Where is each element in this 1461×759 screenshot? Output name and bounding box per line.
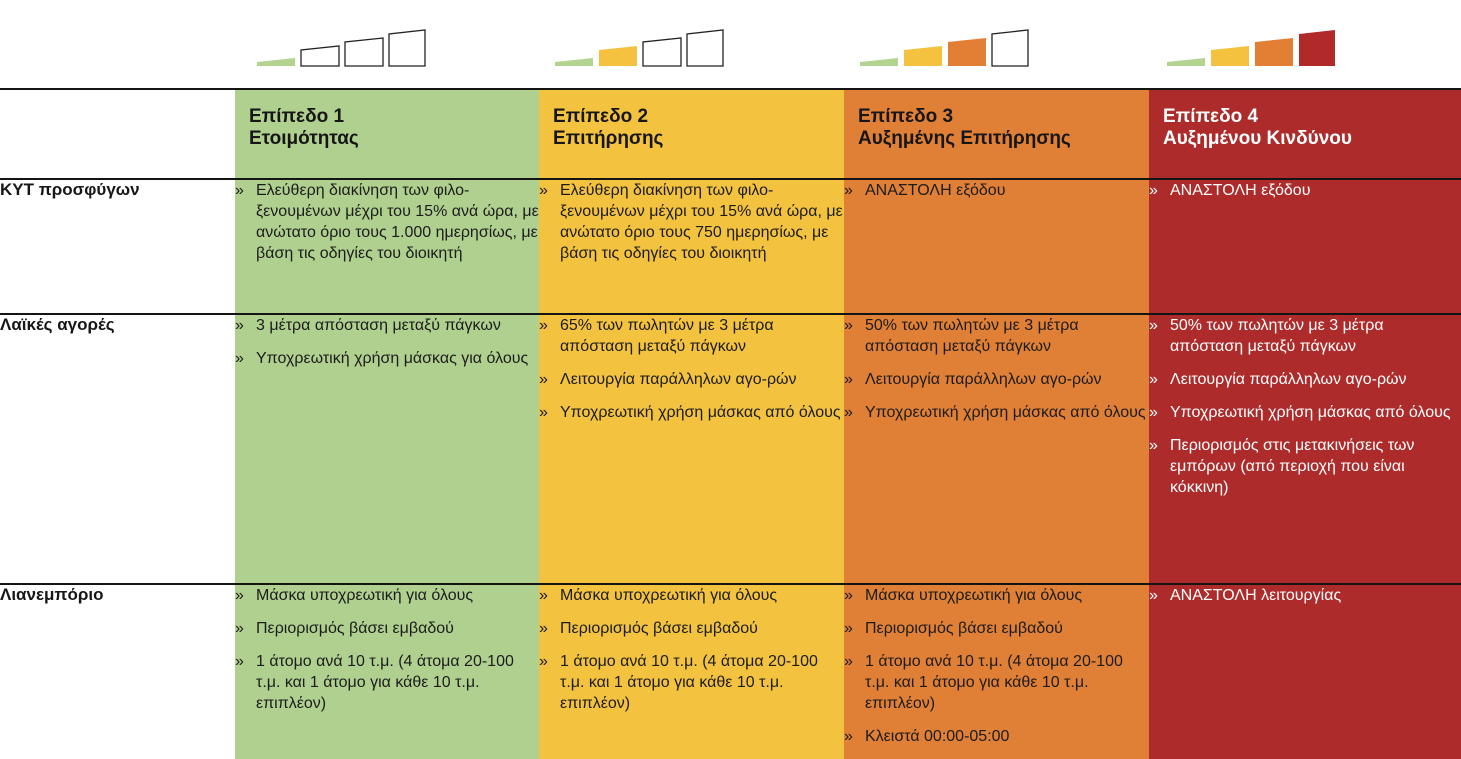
- measure-cell: [844, 314, 1149, 584]
- level-4-title-line2: Αυξημένου Κινδύνου: [1163, 128, 1352, 149]
- measure-text: Μάσκα υποχρεωτική για όλους: [560, 587, 778, 604]
- level-1-title-line1: Επίπεδο 1: [249, 106, 345, 127]
- bullet-icon: »: [235, 350, 244, 367]
- bullet-icon: »: [1149, 437, 1158, 454]
- measure-item: [539, 180, 844, 264]
- measure-item: [844, 726, 1149, 747]
- meter-bar-1: [257, 58, 295, 66]
- level-3-title: [858, 106, 1139, 150]
- bullet-icon: »: [844, 317, 853, 334]
- measure-item: [539, 651, 844, 714]
- bullet-icon: »: [235, 182, 244, 199]
- bullet-icon: »: [539, 653, 548, 670]
- level-3-title-line1: Επίπεδο 3: [858, 106, 954, 127]
- measure-text: 1 άτομο ανά 10 τ.μ. (4 άτομα 20-100 τ.μ. και 1 άτομο για κάθε 10 τ.μ. επιπλέον): [256, 653, 514, 712]
- bullet-icon: »: [1149, 404, 1158, 421]
- measure-item: [539, 369, 844, 390]
- measure-item: [1149, 402, 1461, 423]
- bullet-icon: »: [539, 587, 548, 604]
- bullet-icon: »: [844, 620, 853, 637]
- measure-text: Περιορισμός βάσει εμβαδού: [256, 620, 454, 637]
- level-meter-3-icon: [858, 28, 1048, 68]
- measure-cell: [1149, 584, 1461, 759]
- measure-item: [539, 618, 844, 639]
- measure-item: [539, 402, 844, 423]
- measure-cell: [844, 179, 1149, 314]
- level-3-title-line2: Αυξημένης Επιτήρησης: [858, 128, 1071, 149]
- bullet-icon: »: [844, 371, 853, 388]
- measure-item: [844, 651, 1149, 714]
- measure-item: [844, 618, 1149, 639]
- table-row-refugee-centers: [0, 179, 1461, 314]
- bullet-icon: »: [844, 653, 853, 670]
- measure-item: [844, 180, 1149, 201]
- measure-item: [844, 402, 1149, 423]
- meter-bar-2: [1211, 46, 1249, 66]
- measure-text: Περιορισμός βάσει εμβαδού: [865, 620, 1063, 637]
- measure-text: Υποχρεωτική χρήση μάσκας για όλους: [256, 350, 529, 367]
- bullet-icon: »: [844, 182, 853, 199]
- meter-bar-2: [904, 46, 942, 66]
- measure-item: [235, 180, 539, 264]
- measure-text: Περιορισμός βάσει εμβαδού: [560, 620, 758, 637]
- measure-text: Λειτουργία παράλληλων αγο-ρών: [1170, 371, 1407, 388]
- measure-text: ΑΝΑΣΤΟΛΗ εξόδου: [865, 182, 1006, 199]
- measure-text: Ελεύθερη διακίνηση των φιλο-ξενουμένων μέχρι του 15% ανά ώρα, με ανώτατο όριο τους 1.000 ημερησίως, με βάση τις οδηγίες του διοικητή: [256, 182, 539, 262]
- measure-text: 1 άτομο ανά 10 τ.μ. (4 άτομα 20-100 τ.μ. και 1 άτομο για κάθε 10 τ.μ. επιπλέον): [560, 653, 818, 712]
- measure-item: [235, 348, 539, 369]
- bullet-icon: »: [844, 728, 853, 745]
- measure-text: Περιορισμός στις μετακινήσεις των εμπόρων (από περιοχή που είναι κόκκινη): [1170, 437, 1415, 496]
- measure-text: 50% των πωλητών με 3 μέτρα απόσταση μεταξύ πάγκων: [1170, 317, 1384, 355]
- measure-cell: [1149, 314, 1461, 584]
- measure-item: [235, 618, 539, 639]
- level-2-title: [553, 106, 834, 150]
- meter-bar-3: [948, 38, 986, 66]
- measure-item: [1149, 180, 1461, 201]
- level-meter-2-icon: [553, 28, 743, 68]
- meter-bar-3: [345, 38, 383, 66]
- empty-corner-cell: [0, 89, 235, 179]
- measure-item: [235, 651, 539, 714]
- bullet-icon: »: [1149, 587, 1158, 604]
- row-label: ΚΥΤ προσφύγων: [0, 179, 235, 314]
- bullet-icon: »: [539, 620, 548, 637]
- level-2-title-line2: Επιτήρησης: [553, 128, 664, 149]
- measure-text: Κλειστά 00:00-05:00: [865, 728, 1010, 745]
- table-header-row: [0, 89, 1461, 179]
- measure-item: [1149, 435, 1461, 498]
- table-row-retail: [0, 584, 1461, 759]
- measure-cell: [539, 179, 844, 314]
- bullet-icon: »: [539, 404, 548, 421]
- level-1-title: [249, 106, 529, 150]
- bullet-icon: »: [235, 653, 244, 670]
- measure-text: ΑΝΑΣΤΟΛΗ εξόδου: [1170, 182, 1311, 199]
- measure-cell: [235, 584, 539, 759]
- meter-bar-4: [389, 30, 425, 66]
- meter-bar-4: [992, 30, 1028, 66]
- level-meter-4-icon: [1165, 28, 1355, 68]
- measure-cell: [1149, 179, 1461, 314]
- bullet-icon: »: [539, 317, 548, 334]
- meter-bar-4: [1299, 30, 1335, 66]
- level-4-title-line1: Επίπεδο 4: [1163, 106, 1259, 127]
- measure-cell: [844, 584, 1149, 759]
- meter-bar-2: [599, 46, 637, 66]
- row-label: Λιανεμπόριο: [0, 584, 235, 759]
- measure-text: Λειτουργία παράλληλων αγο-ρών: [865, 371, 1102, 388]
- measure-item: [539, 585, 844, 606]
- bullet-icon: »: [539, 371, 548, 388]
- level-2-header: [539, 89, 844, 179]
- measure-item: [235, 585, 539, 606]
- measure-text: Υποχρεωτική χρήση μάσκας από όλους: [560, 404, 841, 421]
- meter-bar-3: [643, 38, 681, 66]
- bullet-icon: »: [1149, 182, 1158, 199]
- measure-item: [235, 315, 539, 336]
- measure-text: 50% των πωλητών με 3 μέτρα απόσταση μεταξύ πάγκων: [865, 317, 1079, 355]
- measure-text: Υποχρεωτική χρήση μάσκας από όλους: [1170, 404, 1451, 421]
- row-label: Λαϊκές αγορές: [0, 314, 235, 584]
- measure-text: ΑΝΑΣΤΟΛΗ λειτουργίας: [1170, 587, 1342, 604]
- meter-bar-1: [1167, 58, 1205, 66]
- meter-bar-4: [687, 30, 723, 66]
- level-4-header: [1149, 89, 1461, 179]
- bullet-icon: »: [844, 404, 853, 421]
- measure-item: [1149, 315, 1461, 357]
- measure-item: [1149, 369, 1461, 390]
- level-meter-1-icon: [255, 28, 445, 68]
- measure-text: Λειτουργία παράλληλων αγο-ρών: [560, 371, 797, 388]
- measure-item: [844, 585, 1149, 606]
- table-row-street-markets: [0, 314, 1461, 584]
- bullet-icon: »: [1149, 371, 1158, 388]
- level-2-title-line1: Επίπεδο 2: [553, 106, 649, 127]
- measure-text: 65% των πωλητών με 3 μέτρα απόσταση μεταξύ πάγκων: [560, 317, 774, 355]
- measure-cell: [235, 314, 539, 584]
- measure-text: 3 μέτρα απόσταση μεταξύ πάγκων: [256, 317, 501, 334]
- measure-cell: [539, 314, 844, 584]
- measure-item: [1149, 585, 1461, 606]
- bullet-icon: »: [235, 317, 244, 334]
- measure-text: Μάσκα υποχρεωτική για όλους: [865, 587, 1083, 604]
- bullet-icon: »: [235, 620, 244, 637]
- measure-text: Ελεύθερη διακίνηση των φιλο-ξενουμένων μέχρι του 15% ανά ώρα, με ανώτατο όριο τους 750 ημερησίως, με βάση τις οδηγίες του διοικητή: [560, 182, 843, 262]
- measure-item: [539, 315, 844, 357]
- measure-item: [844, 369, 1149, 390]
- measure-cell: [539, 584, 844, 759]
- bullet-icon: »: [1149, 317, 1158, 334]
- level-4-title: [1163, 106, 1451, 150]
- level-3-header: [844, 89, 1149, 179]
- measure-cell: [235, 179, 539, 314]
- measure-text: Μάσκα υποχρεωτική για όλους: [256, 587, 474, 604]
- level-1-title-line2: Ετοιμότητας: [249, 128, 359, 149]
- bullet-icon: »: [235, 587, 244, 604]
- meter-bar-1: [555, 58, 593, 66]
- meter-bar-2: [301, 46, 339, 66]
- bullet-icon: »: [844, 587, 853, 604]
- measure-item: [844, 315, 1149, 357]
- measures-table: [0, 88, 1461, 759]
- bullet-icon: »: [539, 182, 548, 199]
- measure-text: 1 άτομο ανά 10 τ.μ. (4 άτομα 20-100 τ.μ. και 1 άτομο για κάθε 10 τ.μ. επιπλέον): [865, 653, 1123, 712]
- meter-bar-1: [860, 58, 898, 66]
- level-1-header: [235, 89, 539, 179]
- measure-text: Υποχρεωτική χρήση μάσκας από όλους: [865, 404, 1146, 421]
- meter-bar-3: [1255, 38, 1293, 66]
